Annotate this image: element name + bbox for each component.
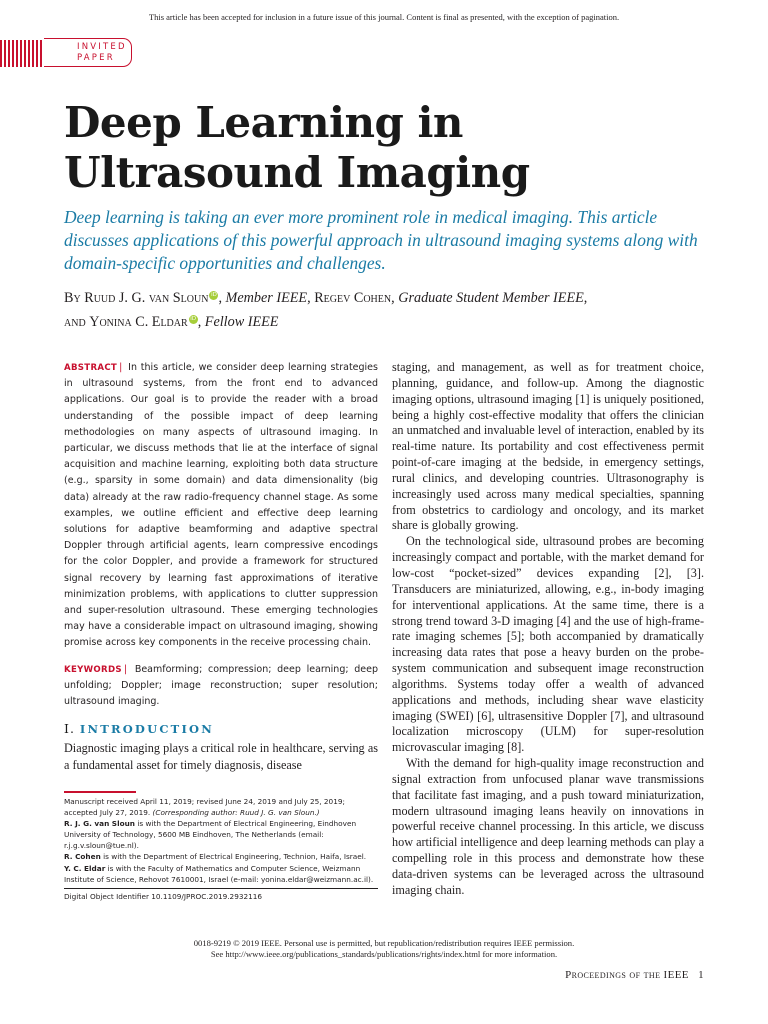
abstract <box>64 360 378 652</box>
affiliation-3 <box>64 863 378 885</box>
author-name-2[interactable]: Regev Cohen <box>314 290 392 306</box>
page-footer <box>565 969 704 981</box>
byline-and: and <box>64 314 86 330</box>
intro-paragraph: Diagnostic imaging plays a critical role in healthcare, serving as a fundamental asset for timely diagnosis, disease <box>64 741 378 772</box>
copyright-line-2[interactable]: See http://www.ieee.org/publications_standards/publications/rights/index.html for more information. <box>210 949 558 959</box>
badge-line2: PAPER <box>77 52 115 63</box>
manuscript-history <box>64 796 378 818</box>
label-separator: | <box>119 362 123 373</box>
section-number: I. <box>64 721 75 737</box>
keywords-text: Beamforming; compression; deep learning; deep unfolding; Doppler; image reconstruction; super resolution; ultrasound imaging. <box>64 663 378 708</box>
affiliation-text: is with the Department of Electrical Engineering, Eindhoven University of Technology, 5600 MB Eindhoven, The Netherlands (email: r.j.g.v.sloun@tue.nl). <box>64 819 357 851</box>
copyright-line-1: 0018-9219 © 2019 IEEE. Personal use is permitted, but republication/redistribution requires IEEE permission. <box>193 938 575 948</box>
affiliation-name: Y. C. Eldar <box>64 863 106 873</box>
badge-stripes <box>0 40 44 67</box>
keywords <box>64 662 378 711</box>
received-dates: Manuscript received April 11, 2019; revised June 24, 2019 and July 25, 2019; accepted July 27, 2019. <box>64 797 345 818</box>
section-heading <box>64 720 378 738</box>
author-name-1[interactable]: Ruud J. G. van Sloun <box>84 290 209 306</box>
badge-line1: INVITED <box>77 42 127 52</box>
author-name-3[interactable]: Yonina C. Eldar <box>89 314 188 330</box>
affiliation-text: is with the Faculty of Mathematics and Computer Science, Weizmann Institute of Science, Rehovot 7610001, Israel (e-mail: yonina.eldar@weizmann.ac.il). <box>64 863 374 884</box>
abstract-label: ABSTRACT <box>64 363 118 373</box>
author-byline: By Ruud J. G. van Sloun iD , Member IEEE, Regev Cohen, Graduate Student Member IEEE, and Yonina C. Eldar iD , Fellow IEEE <box>64 290 588 330</box>
page-number: 1 <box>698 969 704 981</box>
body-paragraph: With the demand for high-quality image reconstruction and signal extraction from unfocused planar wave transmissions that facilitate fast imaging, and a push toward miniaturization, modern ultrasound imaging leans heavily on innovations in powerful receive channel processing. In this article, we discuss how artificial intelligence and deep learning methods can play a compelling role in this process and demonstrate how these data-driven systems can be leveraged across the ultrasound imaging chain. <box>392 756 704 897</box>
doi[interactable]: Digital Object Identifier 10.1109/JPROC.2019.2932116 <box>64 891 263 901</box>
byline-by: By <box>64 290 81 306</box>
journal-name: Proceedings of the IEEE <box>565 969 689 981</box>
corresponding-author: (Corresponding author: Ruud J. G. van Sloun.) <box>152 808 320 818</box>
affiliation-name: R. J. G. van Sloun <box>64 819 135 829</box>
invited-paper-badge <box>44 38 132 67</box>
article-title: Deep Learning in Ultrasound Imaging <box>64 98 530 197</box>
right-column <box>392 360 704 899</box>
label-separator: | <box>123 663 128 675</box>
affiliation-name: R. Cohen <box>64 852 101 862</box>
author-role-1: Member IEEE <box>225 290 308 306</box>
affiliation-2 <box>64 851 378 862</box>
article-dek: Deep learning is taking an ever more prominent role in medical imaging. This article discusses applications of this powerful approach in ultrasound imaging systems along with domain-specific opportunities and challenges. <box>64 207 698 273</box>
keywords-label: KEYWORDS <box>64 664 122 675</box>
abstract-text: In this article, we consider deep learning strategies in ultrasound systems, from the front end to advanced applications. Our goal is to provide the reader with a broad understanding of the possible impact of deep learning methodologies on many aspects of ultrasound imaging. In particular, we discuss methods that lie at the interface of signal acquisition and machine learning, exploiting both data structure (e.g., sparsity in some domain) and data dimensionality (big data) already at the raw radio-frequency channel stage. As some examples, we outline efficient and effective deep learning solutions for adaptive beamforming and adaptive spectral Doppler through artificial agents, learn compressive encodings for the color Doppler, and provide a framework for structured signal recovery by learning fast approximations of iterative minimization problems, with applications to clutter suppression and super-resolution ultrasound. These emerging technologies may have a considerable impact on ultrasound imaging, showing promise across key components in the receive processing chain. <box>64 362 378 649</box>
affiliation-1 <box>64 818 378 851</box>
author-role-3: Fellow IEEE <box>204 314 279 330</box>
section-title: INTRODUCTION <box>79 722 214 737</box>
copyright-notice <box>0 938 768 960</box>
orcid-icon[interactable]: iD <box>190 316 197 322</box>
footnote-rule <box>64 791 136 793</box>
journal-acceptance-note: This article has been accepted for inclusion in a future issue of this journal. Content is final as presented, with the exception of pagination. <box>148 12 620 22</box>
body-paragraph: staging, and management, as well as for treatment choice, planning, guidance, and follow-up. Among the diagnostic imaging options, ultrasound imaging [1] is uniquely positioned, being a highly cost-effective modality that offers the clinician an unmatched and invaluable level of interaction, enabled by its real-time nature. Its portability and cost effectiveness permit point-of-care imaging at the bedside, in emergency settings, rural clinics, and developing countries. Ultrasonography is increasingly used across many medical specialties, spanning from obstetrics to cardiology and oncology, and its market share is globally growing. <box>392 360 704 533</box>
footnote-divider <box>64 888 378 889</box>
left-column <box>64 360 378 773</box>
affiliation-text: is with the Department of Electrical Engineering, Technion, Haifa, Israel. <box>103 852 367 862</box>
author-role-2: Graduate Student Member IEEE <box>398 290 584 306</box>
footnotes <box>64 796 378 902</box>
orcid-icon[interactable]: iD <box>211 292 217 298</box>
body-paragraph: On the technological side, ultrasound probes are becoming increasingly compact and portable, with the market demand for low-cost “pocket-sized” devices expanding [2], [3]. Transducers are miniaturized, allowing, e.g., in-body imaging for interventional applications. At the same time, there is a strong trend toward 3-D imaging [4] and the use of high-frame-rate imaging schemes [5]; both accompanied by dramatically increasing data rates that pose a heavy burden on the probe-system communication and subsequent image reconstruction algorithms. Systems today offer a wealth of advanced applications and methods, including shear wave elasticity imaging (SWEI) [6], ultrasensitive Doppler [7], and ultrasound localization microscopy (ULM) for super-resolution microvascular imaging [8]. <box>392 534 704 755</box>
